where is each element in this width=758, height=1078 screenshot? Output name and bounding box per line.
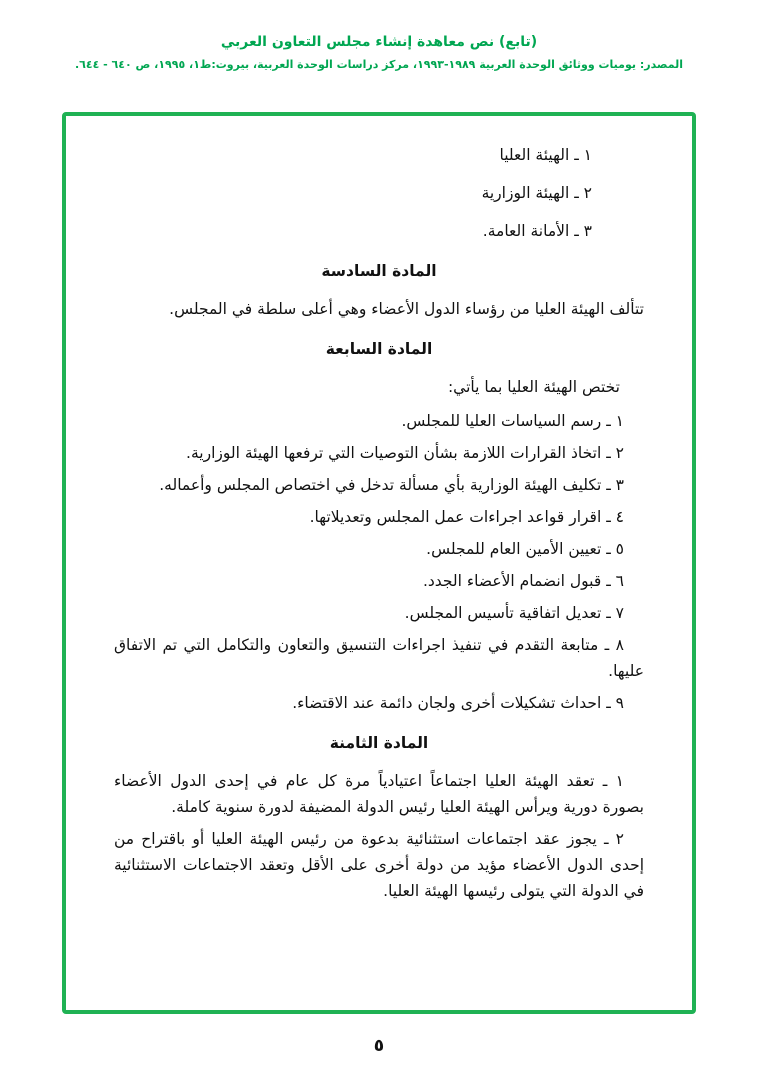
top-list-item-2: ٢ ـ الهيئة الوزارية bbox=[481, 184, 592, 202]
article8-heading: المادة الثامنة bbox=[329, 734, 429, 752]
article7-item-4: ٤ ـ اقرار قواعد اجراءات عمل المجلس وتعديلاتها. bbox=[309, 508, 624, 526]
article7-item-8: ٨ ـ متابعة التقدم في تنفيذ اجراءات التنسيق والتعاون والتكامل التي تم الاتفاق عليها. bbox=[114, 636, 644, 680]
article7-item-6: ٦ ـ قبول انضمام الأعضاء الجدد. bbox=[422, 572, 624, 590]
article8-item-2: ٢ ـ يجوز عقد اجتماعات استثنائية بدعوة من رئيس الهيئة العليا أو باقتراح من إحدى الدول الأعضاء مؤيد من دولة أخرى على الأقل وتعقد الاجتماعات الاستثنائية في الدولة التي يتولى رئيسها الهيئة العليا. bbox=[114, 830, 644, 900]
article7-item-9: ٩ ـ احداث تشكيلات أخرى ولجان دائمة عند الاقتضاء. bbox=[292, 694, 624, 712]
article7-heading: المادة السابعة bbox=[325, 340, 433, 358]
article7-item-1: ١ ـ رسم السياسات العليا للمجلس. bbox=[401, 412, 624, 430]
article7-item-7: ٧ ـ تعديل اتفاقية تأسيس المجلس. bbox=[404, 604, 624, 622]
article7-item-5: ٥ ـ تعيين الأمين العام للمجلس. bbox=[426, 540, 624, 558]
top-list-item-3: ٣ ـ الأمانة العامة. bbox=[482, 222, 592, 240]
page-header bbox=[0, 34, 758, 71]
document-frame bbox=[62, 112, 696, 1014]
header-title: (تابع) نص معاهدة إنشاء مجلس التعاون العربي bbox=[220, 34, 538, 50]
article8-item-1: ١ ـ تعقد الهيئة العليا اجتماعاً اعتيادياً مرة كل عام في إحدى الدول الأعضاء بصورة دورية ويرأس الهيئة العليا رئيس الدولة المضيفة لدورة سنوية كاملة. bbox=[114, 772, 644, 816]
article7-item-3: ٣ ـ تكليف الهيئة الوزارية بأي مسألة تدخل في اختصاص المجلس وأعماله. bbox=[159, 476, 624, 494]
header-source: المصدر: يوميات ووثائق الوحدة العربية ١٩٨٩-١٩٩٣، مركز دراسات الوحدة العربية، بيروت:ط١، ١٩٩٥، ص ٦٤٠ - ٦٤٤. bbox=[74, 58, 684, 71]
article6-body: تتألف الهيئة العليا من رؤساء الدول الأعضاء وهي أعلى سلطة في المجلس. bbox=[169, 300, 644, 318]
article7-item-2: ٢ ـ اتخاذ القرارات اللازمة بشأن التوصيات التي ترفعها الهيئة الوزارية. bbox=[186, 444, 624, 462]
page-number: ٥ bbox=[373, 1036, 385, 1056]
article6-heading: المادة السادسة bbox=[321, 262, 437, 280]
article7-intro: تختص الهيئة العليا بما يأتي: bbox=[447, 378, 620, 396]
top-list-item-1: ١ ـ الهيئة العليا bbox=[499, 146, 592, 164]
